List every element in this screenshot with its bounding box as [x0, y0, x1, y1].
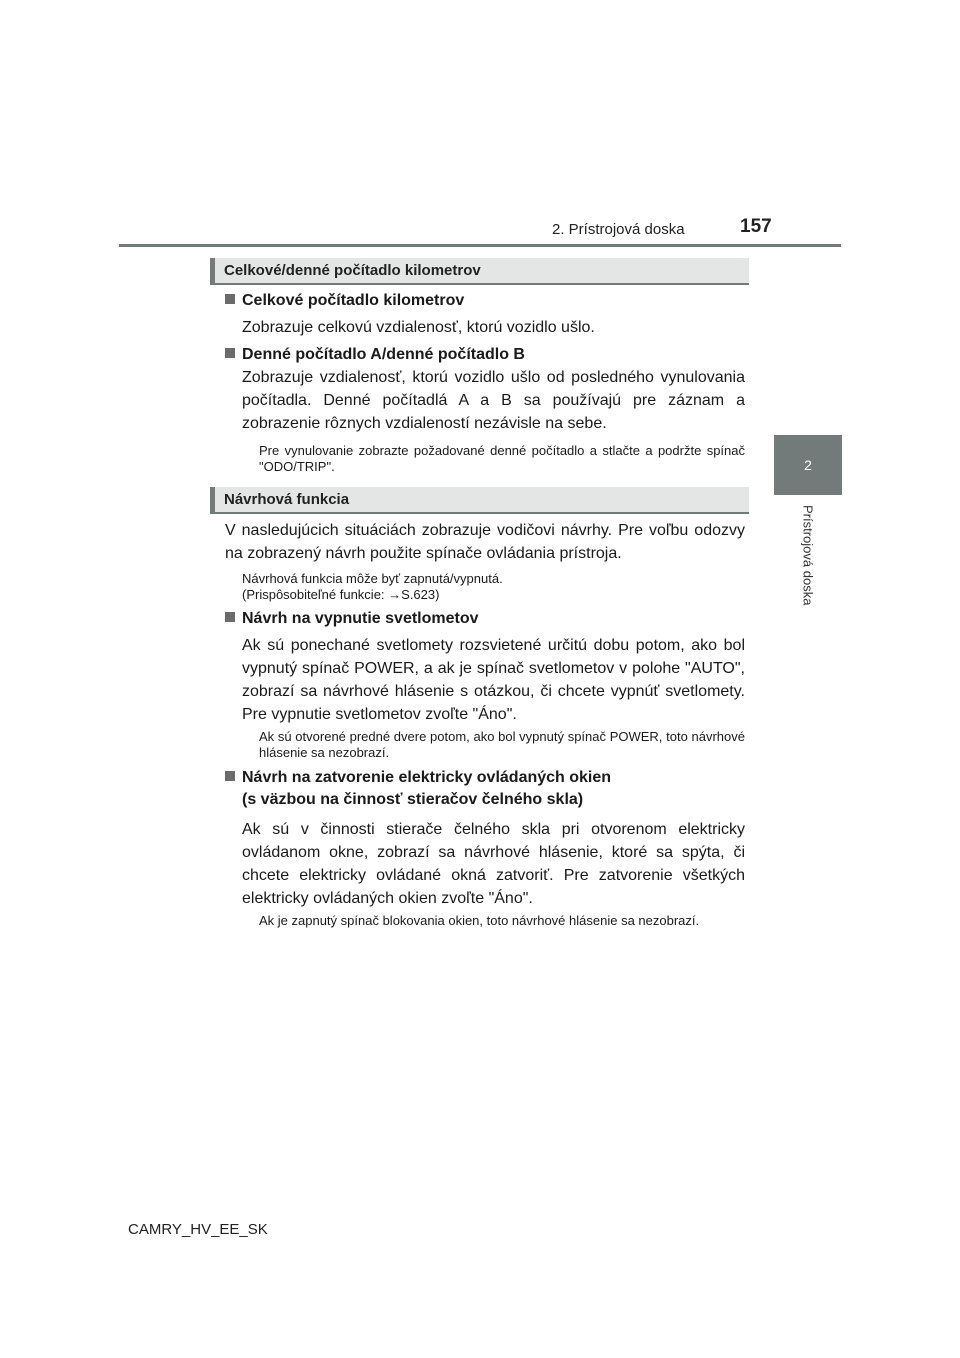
chapter-rail: [774, 495, 842, 635]
item-heading-trip-meter: [225, 344, 525, 366]
item-note-headlight-suggestion: Ak sú otvorené predné dvere potom, ako bol vypnutý spínač POWER, toto návrhové hlásenie sa nezobrazí.: [259, 729, 745, 760]
item-heading-text: Návrh na vypnutie svetlometov: [242, 610, 479, 627]
item-note-window-suggestion: Ak je zapnutý spínač blokovania okien, toto návrhové hlásenie sa nezobrazí.: [259, 913, 700, 928]
item-heading-text: Návrh na zatvorenie elektricky ovládaných okien: [242, 769, 612, 786]
item-heading-text-line2: (s väzbou na činnosť stieračov čelného skla): [242, 791, 584, 808]
item-body-trip-meter: Zobrazuje vzdialenosť, ktorú vozidlo ušlo od posledného vynulovania počítadla. Denné počítadlá A a B sa používajú pre záznam a zobrazenie rôznych vzdialeností nezávisle na sebe.: [242, 369, 745, 432]
header-section-title: 2. Prístrojová doska: [552, 221, 685, 238]
header-divider: [119, 244, 841, 247]
section-intro: V nasledujúcich situáciách zobrazuje vodičovi návrhy. Pre voľbu odozvy na zobrazený návrh použite spínače ovládania prístroja.: [225, 522, 745, 562]
item-body-odometer: Zobrazuje celkovú vzdialenosť, ktorú vozidlo ušlo.: [242, 319, 595, 336]
item-heading-text: Denné počítadlo A/denné počítadlo B: [242, 346, 525, 363]
page-number: 157: [740, 216, 772, 237]
section-title: Celkové/denné počítadlo kilometrov: [224, 262, 481, 279]
section-header-odometer: [210, 258, 749, 285]
chapter-title: Prístrojová doska: [800, 505, 816, 606]
square-bullet-icon: [225, 612, 235, 622]
footer-model-code: CAMRY_HV_EE_SK: [128, 1221, 268, 1238]
section-title: Návrhová funkcia: [224, 491, 350, 508]
section-header-suggestion-function: [210, 487, 749, 514]
item-heading-text: Celkové počítadlo kilometrov: [242, 292, 465, 309]
section-intro-note: [242, 571, 745, 603]
chapter-tab: [774, 435, 842, 495]
item-heading-odometer: [225, 290, 464, 312]
square-bullet-icon: [225, 294, 235, 304]
item-heading-window-suggestion: [225, 767, 611, 811]
item-heading-headlight-suggestion: [225, 608, 479, 630]
item-body-window-suggestion: Ak sú v činnosti stierače čelného skla pri otvorenom elektricky ovládanom okne, zobrazí sa návrhové hlásenie, ktoré sa spýta, či chcete elektricky ovládané okná zatvoriť. Pre zatvorenie všetkých elektricky ovládaných okien zvoľte "Áno".: [242, 821, 745, 907]
item-note-trip-meter: Pre vynulovanie zobrazte požadované denné počítadlo a stlačte a podržte spínač "ODO/TRIP".: [259, 443, 745, 474]
chapter-number: 2: [804, 457, 812, 473]
intro-note-line: Návrhová funkcia môže byť zapnutá/vypnutá.: [242, 571, 503, 586]
square-bullet-icon: [225, 348, 235, 358]
intro-note-line: (Prispôsobiteľné funkcie: →S.623): [242, 587, 440, 602]
item-body-headlight-suggestion: Ak sú ponechané svetlomety rozsvietené určitú dobu potom, ako bol vypnutý spínač POWER, a ak je spínač svetlometov v polohe "AUTO", zobrazí sa návrhové hlásenie s otázkou, či chcete vypnúť svetlomety. Pre vypnutie svetlometov zvoľte "Áno".: [242, 637, 745, 723]
square-bullet-icon: [225, 771, 235, 781]
